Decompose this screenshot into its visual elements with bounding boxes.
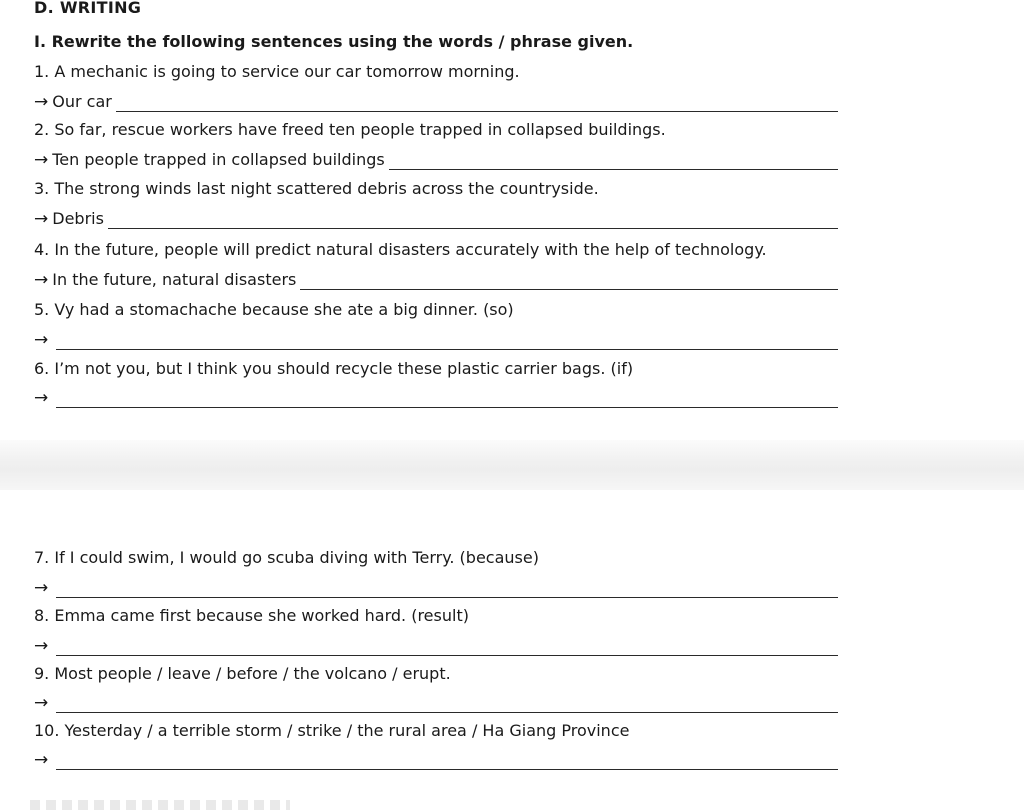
answer-line-10[interactable] (34, 748, 838, 770)
answer-line-6[interactable] (34, 386, 838, 408)
answer-line-5[interactable] (34, 328, 838, 350)
question-4: 4. In the future, people will predict natural disasters accurately with the help of technology. (34, 240, 767, 259)
answer-prefix: In the future, natural disasters (52, 270, 297, 289)
answer-blank[interactable] (56, 696, 838, 713)
answer-line-3[interactable] (34, 207, 838, 229)
answer-prefix: Our car (52, 92, 112, 111)
arrow-right-icon: → (34, 92, 49, 112)
answer-line-7[interactable] (34, 576, 838, 598)
cut-off-text-row (30, 800, 290, 810)
answer-blank[interactable] (116, 95, 838, 112)
arrow-right-icon: → (34, 636, 49, 656)
answer-line-2[interactable] (34, 148, 838, 170)
answer-blank[interactable] (108, 212, 838, 229)
arrow-right-icon: → (34, 750, 49, 770)
question-1: 1. A mechanic is going to service our car tomorrow morning. (34, 62, 520, 81)
instruction-heading: I. Rewrite the following sentences using the words / phrase given. (34, 32, 634, 51)
question-8: 8. Emma came first because she worked hard. (result) (34, 606, 469, 625)
answer-prefix: Debris (52, 209, 104, 228)
answer-prefix: Ten people trapped in collapsed buildings (52, 150, 385, 169)
answer-line-1[interactable] (34, 90, 838, 112)
answer-blank[interactable] (56, 391, 838, 408)
answer-blank[interactable] (389, 153, 838, 170)
answer-line-8[interactable] (34, 634, 838, 656)
answer-blank[interactable] (300, 273, 838, 290)
arrow-right-icon: → (34, 150, 49, 170)
answer-blank[interactable] (56, 753, 838, 770)
arrow-right-icon: → (34, 209, 49, 229)
answer-blank[interactable] (56, 639, 838, 656)
arrow-right-icon: → (34, 693, 49, 713)
answer-line-4[interactable] (34, 268, 838, 290)
arrow-right-icon: → (34, 578, 49, 598)
worksheet-page-bottom (0, 490, 1024, 810)
question-9: 9. Most people / leave / before / the volcano / erupt. (34, 664, 451, 683)
question-10: 10. Yesterday / a terrible storm / strike / the rural area / Ha Giang Province (34, 721, 630, 740)
answer-blank[interactable] (56, 581, 838, 598)
question-7: 7. If I could swim, I would go scuba diving with Terry. (because) (34, 548, 539, 567)
page-gap (0, 440, 1024, 490)
arrow-right-icon: → (34, 388, 49, 408)
question-3: 3. The strong winds last night scattered debris across the countryside. (34, 179, 599, 198)
section-title: D. WRITING (34, 0, 142, 17)
arrow-right-icon: → (34, 270, 49, 290)
question-2: 2. So far, rescue workers have freed ten people trapped in collapsed buildings. (34, 120, 666, 139)
answer-line-9[interactable] (34, 691, 838, 713)
arrow-right-icon: → (34, 330, 49, 350)
question-5: 5. Vy had a stomachache because she ate a big dinner. (so) (34, 300, 514, 319)
question-6: 6. I’m not you, but I think you should recycle these plastic carrier bags. (if) (34, 359, 634, 378)
answer-blank[interactable] (56, 333, 838, 350)
